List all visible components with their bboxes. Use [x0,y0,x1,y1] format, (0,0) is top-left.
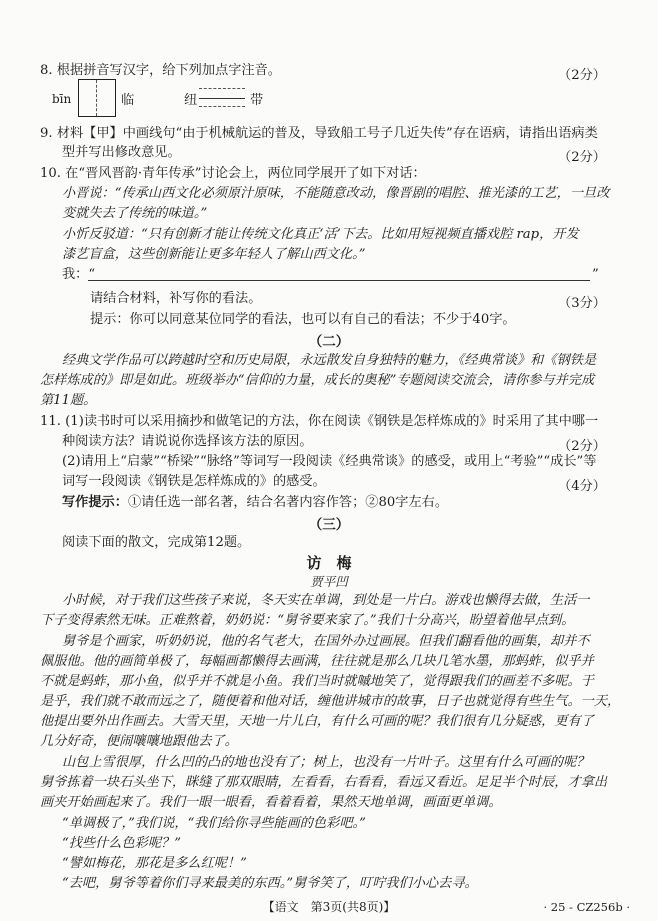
q11-part2-line1: (2)请用上“启蒙”“桥梁”“脉络”等词写一段阅读《经典常谈》的感受，或用上“考验”“成长”等 [62,454,597,469]
q11-tip-label: 写作提示： [62,495,128,510]
essay-dialogue-1: “单调极了，”我们说，“我们给你寻些能画的色彩吧。” [62,816,366,831]
q10-answer-line[interactable] [88,280,590,281]
essay-p2-line3: 不就是蚂蚱，那小鱼，似乎并不就是小鱼。我们当时就嘁地笑了，觉得跟我们的画差不多呢。于 [40,674,594,689]
essay-dialogue-2: “找些什么色彩呢？” [62,836,181,851]
q9-prompt-line2: 型并写出修改意见。 [62,145,181,160]
essay-p1-line2: 下子变得索然无味。正难熬着，奶奶说：“舅爷要来家了。”我们十分高兴，盼望着他早点到。 [40,613,575,628]
q11-part2-score: （4分） [558,479,606,494]
q11-part1-line2: 种阅读方法？请说说你选择该方法的原因。 [62,434,313,449]
pinyin-guide-line-top [199,88,245,89]
q10-score: （3分） [558,296,606,311]
q9-score: （2分） [558,150,606,165]
q10-hint: 提示：你可以同意某位同学的看法，也可以有自己的看法；不少于40字。 [90,312,516,327]
essay-p2-line1: 舅爷是个画家，听奶奶说，他的名气老大，在国外办过画展。但我们翻看他的画集，却并不 [62,634,590,649]
q8-word-niu: 纽 [184,93,198,108]
essay-p3-line1: 山包上雪很厚，什么凹的凸的地也没有了；树上，也没有一片叶子。这里有什么可画的呢？ [62,755,590,770]
character-writing-box[interactable] [78,79,116,117]
q10-instruction: 请结合材料，补写你的看法。 [90,291,262,306]
essay-dialogue-3: “譬如梅花，那花是多么红呢！” [62,856,247,871]
q11-part1-line1: 11. (1)读书时可以采用摘抄和做笔记的方法，你在阅读《钢铁是怎样炼成的》时采用了其中哪一 [40,414,599,429]
q8-word-lin: 临 [121,93,135,108]
q10-me-suffix: ” [592,267,599,282]
essay-p1-line1: 小时候，对于我们这些孩子来说，冬天实在单调，到处是一片白。游戏也懒得去做，生活一 [62,593,590,608]
pinyin-guide-line-bottom [199,106,245,107]
q8-pinyin: bīn [52,92,72,106]
essay-title: 访 梅 [306,554,352,572]
q10-me-prefix: 我：“ [62,267,96,282]
essay-p3-line2: 舅爷拣着一块石头坐下，眯缝了那双眼睛，左看看，右看看，看远又看近。足足半个时辰，才拿出 [40,775,608,790]
q8-prompt: 8. 根据拼音写汉字，给下列加点字注音。 [40,63,281,78]
q11-part2-line2: 词写一段阅读《钢铁是怎样炼成的》的感受。 [62,474,326,489]
q10-xiaoxin-line2: 漆艺盲盒，这些创新能让更多年轻人了解山西文化。” [62,247,366,262]
q10-prompt: 10. 在“晋风晋韵·青年传承”讨论会上，两位同学展开了如下对话： [40,166,426,181]
writing-box-guide [96,80,97,116]
q9-prompt-line1: 9. 材料【甲】中画线句“由于机械航运的普及，导致船工号子几近失传”存在语病，请指出语病类 [40,126,598,141]
essay-p2-line4: 是乎，我们就不敢而远之了，随便着和他对话，缠他讲城市的故事，日子也就觉得有些生气。一天， [40,694,621,709]
q10-xiaojin-line2: 变就失去了传统的味道。” [62,206,208,221]
q11-part1-score: （2分） [558,439,606,454]
footer-page-info: 【语文 第3页(共8页)】 [262,900,396,914]
section3-intro: 阅读下面的散文，完成第12题。 [62,535,251,550]
section3-heading: （三） [308,517,350,533]
section2-intro-line1: 经典文学作品可以跨越时空和历史局限，永远散发自身独特的魅力，《经典常谈》和《钢铁是 [62,353,597,368]
essay-author: 贾平凹 [310,574,348,589]
q11-writing-tip [62,494,448,512]
pinyin-answer-line[interactable] [199,98,245,99]
essay-dialogue-4: “去吧，舅爷等着你们寻来最美的东西。”舅爷笑了，叮咛我们小心去寻。 [62,876,478,891]
q8-word-dai: 带 [250,93,264,108]
essay-p2-line6: 几分好奇，便闹嚷嚷地跟他去了。 [40,734,238,749]
section2-intro-line2: 怎样炼成的》即是如此。班级举办“信仰的力量，成长的奥秘”专题阅读交流会，请你参与并完成 [40,373,595,388]
q10-xiaoxin-line1: 小忻反驳道：“只有创新才能让传统文化真正‘活’下去。比如用短视频直播戏腔 rap，开发 [62,227,579,242]
essay-p3-line3: 画夹开始画起来了。我们一眼一眼看，看着看着，果然天地单调，画面更单调。 [40,795,502,810]
essay-p2-line2: 佩服他。他的画简单极了，每幅画都懒得去画满，往往就是那么几块几笔水墨，那蚂蚱，似乎并 [40,654,594,669]
section2-intro-line3: 第11题。 [40,393,97,408]
q8-score: （2分） [558,68,606,83]
footer-code: · 25 - CZ256b · [543,900,630,914]
q10-xiaojin-line1: 小晋说：“传承山西文化必须原汁原味，不能随意改动，像晋剧的唱腔、推光漆的工艺，一旦改 [62,186,610,201]
section2-heading: （二） [308,334,350,350]
essay-p2-line5: 他提出要外出作画去。大雪天里，天地一片儿白，有什么可画的呢？我们很有几分疑惑，更有了 [40,714,594,729]
q11-tip-text: ①请任选一部名著，结合名著内容作答；②80字左右。 [127,495,449,510]
